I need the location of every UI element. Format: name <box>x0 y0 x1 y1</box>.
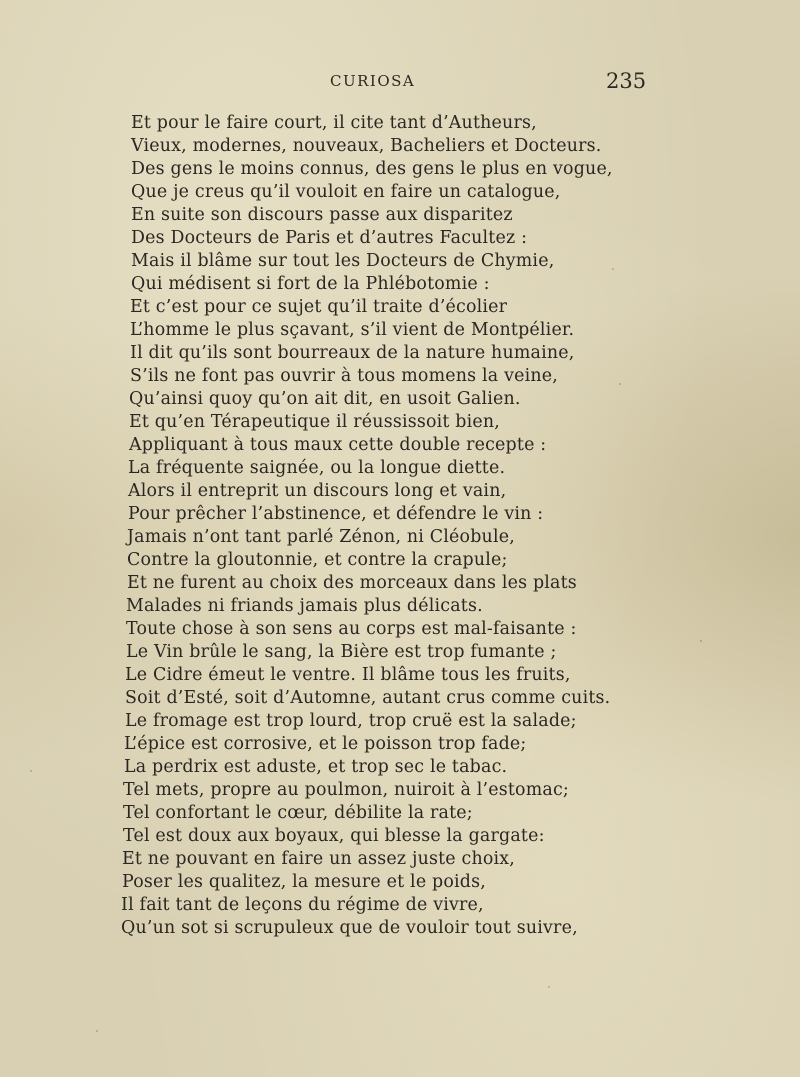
verse-line: Qu’un sot si scrupuleux que de vouloir tout suivre, <box>121 918 578 938</box>
paper-speck <box>619 383 621 385</box>
verse-line: Tel mets, propre au poulmon, nuiroit à l’estomac; <box>123 780 569 800</box>
verse-line: Malades ni friands jamais plus délicats. <box>126 596 483 616</box>
paper-speck <box>30 770 32 772</box>
verse-line: Le fromage est trop lourd, trop cruë est la salade; <box>125 711 577 731</box>
verse-line: Le Cidre émeut le ventre. Il blâme tous les fruits, <box>125 665 571 685</box>
verse-line: Toute chose à son sens au corps est mal-faisante : <box>126 619 577 639</box>
verse-line: Le Vin brûle le sang, la Bière est trop fumante ; <box>126 642 557 662</box>
verse-line: La perdrix est aduste, et trop sec le tabac. <box>124 757 508 777</box>
verse-line: Des Docteurs de Paris et d’autres Facultez : <box>131 228 528 248</box>
verse-line: Soit d’Esté, soit d’Automne, autant crus comme cuits. <box>125 688 611 708</box>
verse-line: Il dit qu’ils sont bourreaux de la nature humaine, <box>130 343 575 363</box>
verse-line: Tel est doux aux boyaux, qui blesse la gargate: <box>123 826 545 846</box>
verse-line: L’homme le plus sçavant, s’il vient de Montpélier. <box>130 320 575 340</box>
paper-speck <box>612 268 614 270</box>
verse-line: Il fait tant de leçons du régime de vivre, <box>121 895 484 915</box>
verse-line: S’ils ne font pas ouvrir à tous momens la veine, <box>130 366 558 386</box>
verse-line: Et pour le faire court, il cite tant d’Autheurs, <box>131 113 537 133</box>
verse-line: Et ne furent au choix des morceaux dans les plats <box>127 573 577 593</box>
running-head <box>0 69 800 96</box>
verse-line: Et ne pouvant en faire un assez juste choix, <box>122 849 516 869</box>
verse-line: Pour prêcher l’abstinence, et défendre le vin : <box>128 504 544 524</box>
verse-line: L’épice est corrosive, et le poisson trop fade; <box>124 734 527 754</box>
verse-line: En suite son discours passe aux disparitez <box>131 205 513 225</box>
verse-line: Vieux, modernes, nouveaux, Bacheliers et Docteurs. <box>131 136 602 156</box>
verse-line: Appliquant à tous maux cette double recepte : <box>129 435 547 455</box>
verse-line: Qui médisent si fort de la Phlébotomie : <box>131 274 490 294</box>
paper-speck <box>96 1030 98 1032</box>
verse-line: Alors il entreprit un discours long et vain, <box>128 481 507 501</box>
running-title: CURIOSA <box>330 72 416 90</box>
verse-line: Contre la gloutonnie, et contre la crapule; <box>127 550 508 570</box>
page-number: 235 <box>606 69 647 93</box>
verse-line: Tel confortant le cœur, débilite la rate; <box>123 803 473 823</box>
verse-line: Et c’est pour ce sujet qu’il traite d’écolier <box>130 297 508 317</box>
verse-line: Mais il blâme sur tout les Docteurs de Chymie, <box>131 251 555 271</box>
paper-speck <box>548 986 550 988</box>
verse-line: Poser les qualitez, la mesure et le poids, <box>122 872 486 892</box>
verse-line: La fréquente saignée, ou la longue diette. <box>128 458 506 478</box>
verse-line: Et qu’en Térapeutique il réussissoit bien, <box>129 412 501 432</box>
verse-line: Qu’ainsi quoy qu’on ait dit, en usoit Galien. <box>129 389 521 409</box>
paper-speck <box>700 640 702 642</box>
verse-line: Des gens le moins connus, des gens le plus en vogue, <box>131 159 613 179</box>
verse-line: Que je creus qu’il vouloit en faire un catalogue, <box>131 182 561 202</box>
verse-line: Jamais n’ont tant parlé Zénon, ni Cléobule, <box>127 527 515 547</box>
